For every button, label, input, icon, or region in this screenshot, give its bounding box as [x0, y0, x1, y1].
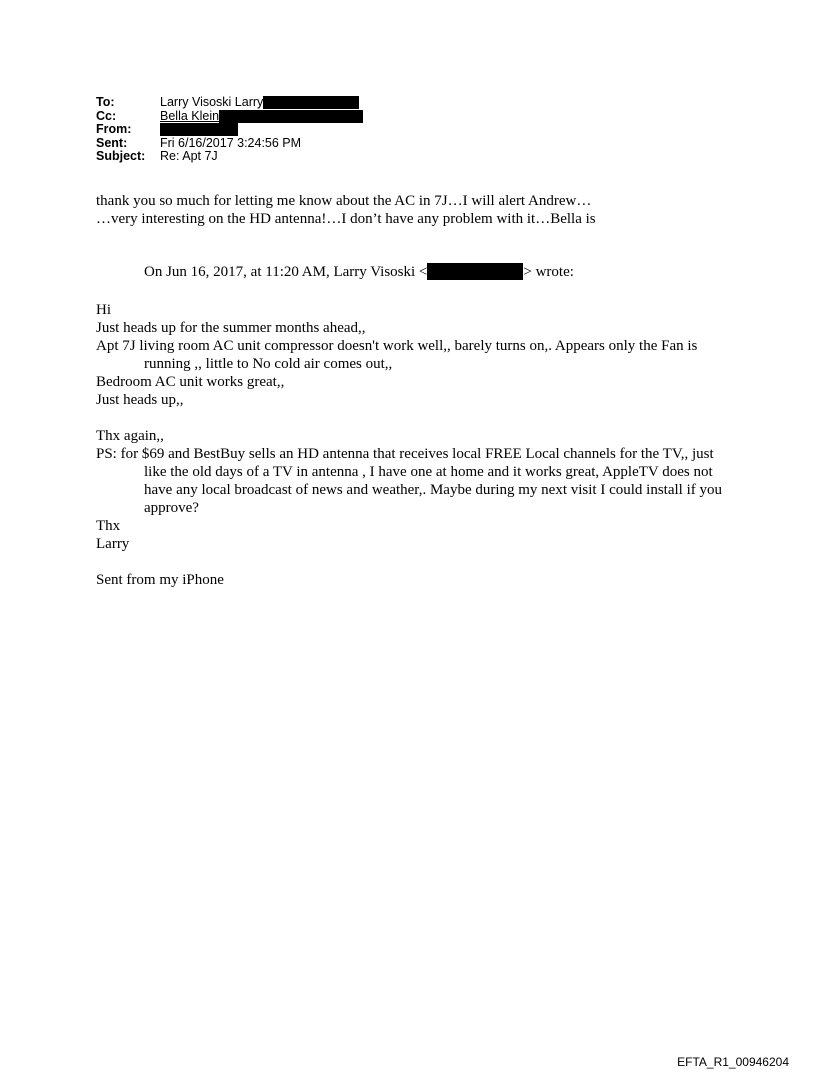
from-value [160, 123, 238, 137]
cc-name: Bella Klein [160, 108, 220, 123]
redaction-box [263, 96, 359, 109]
subject-value: Re: Apt 7J [160, 149, 218, 163]
spacer [96, 553, 736, 571]
header-cc-row [96, 110, 363, 124]
quote-attribution [144, 263, 574, 281]
reply-line: …very interesting on the HD antenna!…I don’t have any problem with it…Bella is [96, 211, 596, 227]
sent-value: Fri 6/16/2017 3:24:56 PM [160, 135, 302, 150]
thanks-line: Thx again,, [96, 428, 164, 444]
from-label: From: [96, 122, 132, 136]
attribution-text: On Jun 16, 2017, at 11:20 AM, Larry Visoski < [144, 264, 428, 280]
signoff: Thx [96, 518, 121, 534]
ps-paragraph: PS: for $69 and BestBuy sells an HD antenna that receives local FREE Local channels for the TV,, just like the old days of a TV in antenna , I have one at home and it works great, AppleTV does not have any local broadcast of news and weather,. Maybe during my next visit I could install if you approve? [96, 446, 722, 516]
cc-label: Cc: [96, 108, 117, 123]
reply-line: thank you so much for letting me know about the AC in 7J…I will alert Andrew… [96, 193, 592, 209]
redaction-box [219, 110, 363, 123]
header-to-row [96, 96, 363, 110]
spacer [96, 409, 736, 427]
redaction-box [427, 263, 523, 280]
body-line: Apt 7J living room AC unit compressor doesn't work well,, barely turns on,. Appears only the Fan is running ,, little to No cold air comes out,, [96, 338, 698, 372]
body-line: Just heads up for the summer months ahead,, [96, 320, 366, 336]
cc-value [160, 110, 363, 124]
email-header [96, 96, 363, 164]
header-subject-row [96, 150, 363, 164]
quoted-message [96, 301, 736, 589]
greeting: Hi [96, 302, 111, 318]
to-name: Larry Visoski Larry [160, 95, 264, 109]
sent-label: Sent: [96, 135, 128, 150]
body-line: Just heads up,, [96, 392, 184, 408]
sender-name: Larry [96, 536, 130, 552]
mobile-signature: Sent from my iPhone [96, 572, 224, 588]
redaction-box [160, 123, 238, 136]
header-from-row [96, 123, 363, 137]
attribution-suffix: > wrote: [523, 264, 574, 280]
document-id: EFTA_R1_00946204 [677, 1055, 789, 1069]
subject-label: Subject: [96, 149, 146, 163]
reply-body [96, 192, 716, 228]
body-line: Bedroom AC unit works great,, [96, 374, 285, 390]
header-sent-row [96, 137, 363, 151]
to-value [160, 96, 359, 110]
to-label: To: [96, 95, 115, 109]
